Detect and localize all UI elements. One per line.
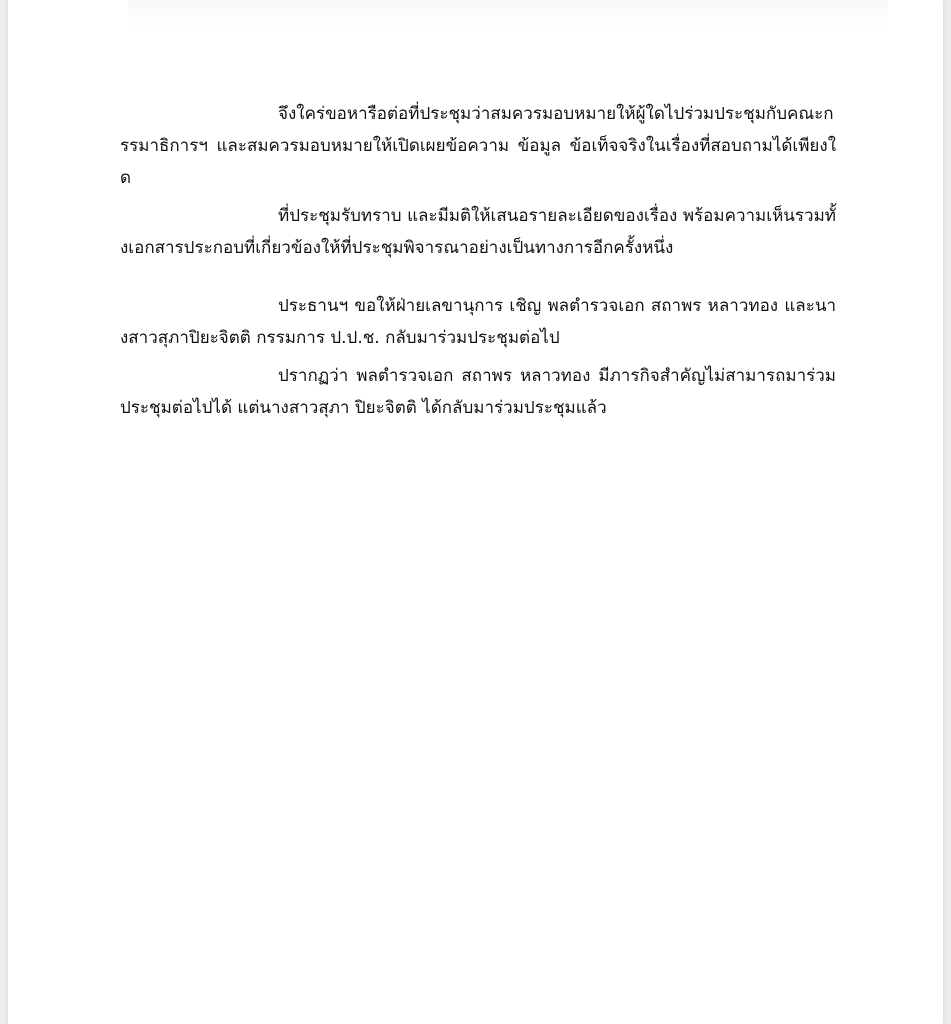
document-body <box>120 98 836 430</box>
paragraph-consultation: จึงใคร่ขอหารือต่อที่ประชุมว่าสมควรมอบหมายให้ผู้ใดไปร่วมประชุมกับคณะกรรมาธิการฯ และสมควรมอบหมายให้เปิดเผยข้อความ ข้อมูล ข้อเท็จจริงในเรื่องที่สอบถามได้เพียงใด <box>120 104 836 188</box>
document-page <box>8 0 943 1024</box>
page-top-shadow <box>128 0 888 30</box>
paragraph-resolution: ที่ประชุมรับทราบ และมีมติให้เสนอรายละเอียดของเรื่อง พร้อมความเห็นรวมทั้งเอกสารประกอบที่เกี่ยวข้องให้ที่ประชุมพิจารณาอย่างเป็นทางการอีกครั้งหนึ่ง <box>120 206 836 258</box>
paragraph-attendance-note: ปรากฏว่า พลตำรวจเอก สถาพร หลาวทอง มีภารกิจสำคัญไม่สามารถมาร่วมประชุมต่อไปได้ แต่นางสาวสุภา ปิยะจิตติ ได้กลับมาร่วมประชุมแล้ว <box>120 366 836 418</box>
paragraph-chair-invitation: ประธานฯ ขอให้ฝ่ายเลขานุการ เชิญ พลตำรวจเอก สถาพร หลาวทอง และนางสาวสุภาปิยะจิตติ กรรมการ ป.ป.ช. กลับมาร่วมประชุมต่อไป <box>120 296 836 348</box>
